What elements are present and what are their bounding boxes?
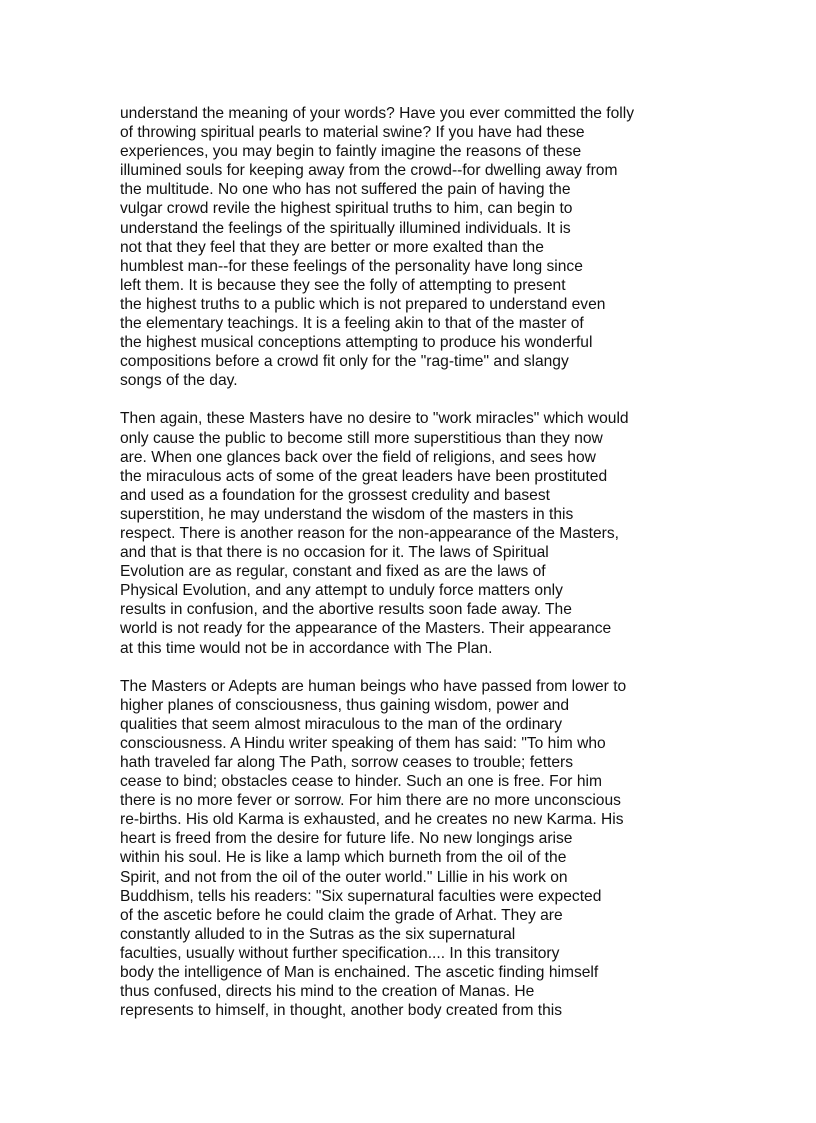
text-line: illumined souls for keeping away from the crowd--for dwelling away from [120,162,618,180]
text-line: Buddhism, tells his readers: "Six supernatural faculties were expected [120,887,602,905]
text-line: higher planes of consciousness, thus gaining wisdom, power and [120,696,570,714]
text-line: the highest musical conceptions attempting to produce his wonderful [120,334,593,352]
text-line: songs of the day. [120,372,238,390]
text-line: within his soul. He is like a lamp which burneth from the oil of the [120,849,567,867]
body-text [120,104,720,1039]
text-line: understand the feelings of the spiritually illumined individuals. It is [120,219,571,237]
text-line: respect. There is another reason for the non-appearance of the Masters, [120,524,619,542]
text-line: Physical Evolution, and any attempt to unduly force matters only [120,582,563,600]
text-line: Spirit, and not from the oil of the outer world." Lillie in his work on [120,868,568,886]
text-line: consciousness. A Hindu writer speaking of them has said: "To him who [120,734,606,752]
paragraph [120,104,720,390]
text-line: results in confusion, and the abortive results soon fade away. The [120,601,572,619]
text-line: and used as a foundation for the grossest credulity and basest [120,486,550,504]
text-line: re-births. His old Karma is exhausted, and he creates no new Karma. His [120,811,624,829]
text-line: understand the meaning of your words? Have you ever committed the folly [120,105,634,122]
text-line: Then again, these Masters have no desire to "work miracles" which would [120,410,629,428]
text-line: heart is freed from the desire for future life. No new longings arise [120,830,573,848]
text-line: compositions before a crowd fit only for the "rag-time" and slangy [120,353,569,371]
text-line: The Masters or Adepts are human beings who have passed from lower to [120,677,627,695]
text-line: thus confused, directs his mind to the creation of Manas. He [120,983,535,1001]
text-line: and that is that there is no occasion for it. The laws of Spiritual [120,544,549,562]
paragraph [120,409,720,657]
text-line: there is no more fever or sorrow. For him there are no more unconscious [120,792,621,810]
text-line: humblest man--for these feelings of the personality have long since [120,257,583,275]
text-line: of throwing spiritual pearls to material swine? If you have had these [120,124,585,142]
text-line: the highest truths to a public which is not prepared to understand even [120,295,606,313]
text-line: qualities that seem almost miraculous to the man of the ordinary [120,715,563,733]
text-line: represents to himself, in thought, another body created from this [120,1002,563,1020]
text-line: hath traveled far along The Path, sorrow ceases to trouble; fetters [120,754,574,771]
text-line: at this time would not be in accordance with The Plan. [120,639,493,657]
text-line: body the intelligence of Man is enchained. The ascetic finding himself [120,964,599,982]
text-line: not that they feel that they are better or more exalted than the [120,238,544,256]
text-line: vulgar crowd revile the highest spiritual truths to him, can begin to [120,200,573,218]
text-line: experiences, you may begin to faintly imagine the reasons of these [120,143,582,161]
text-line: the miraculous acts of some of the great leaders have been prostituted [120,467,608,485]
text-line: Evolution are as regular, constant and fixed as are the laws of [120,563,546,581]
text-line: of the ascetic before he could claim the grade of Arhat. They are [120,906,563,924]
paragraph [120,677,720,1021]
text-line: constantly alluded to in the Sutras as the six supernatural [120,925,516,943]
text-line: cease to bind; obstacles cease to hinder. Such an one is free. For him [120,773,602,791]
text-line: are. When one glances back over the field of religions, and sees how [120,448,596,466]
text-line: superstition, he may understand the wisdom of the masters in this [120,505,574,523]
text-line: world is not ready for the appearance of the Masters. Their appearance [120,620,612,638]
text-line: faculties, usually without further specification.... In this transitory [120,944,560,962]
text-line: left them. It is because they see the folly of attempting to present [120,276,566,294]
text-line: the elementary teachings. It is a feeling akin to that of the master of [120,315,584,333]
text-line: the multitude. No one who has not suffered the pain of having the [120,181,571,199]
text-line: only cause the public to become still more superstitious than they now [120,429,603,447]
